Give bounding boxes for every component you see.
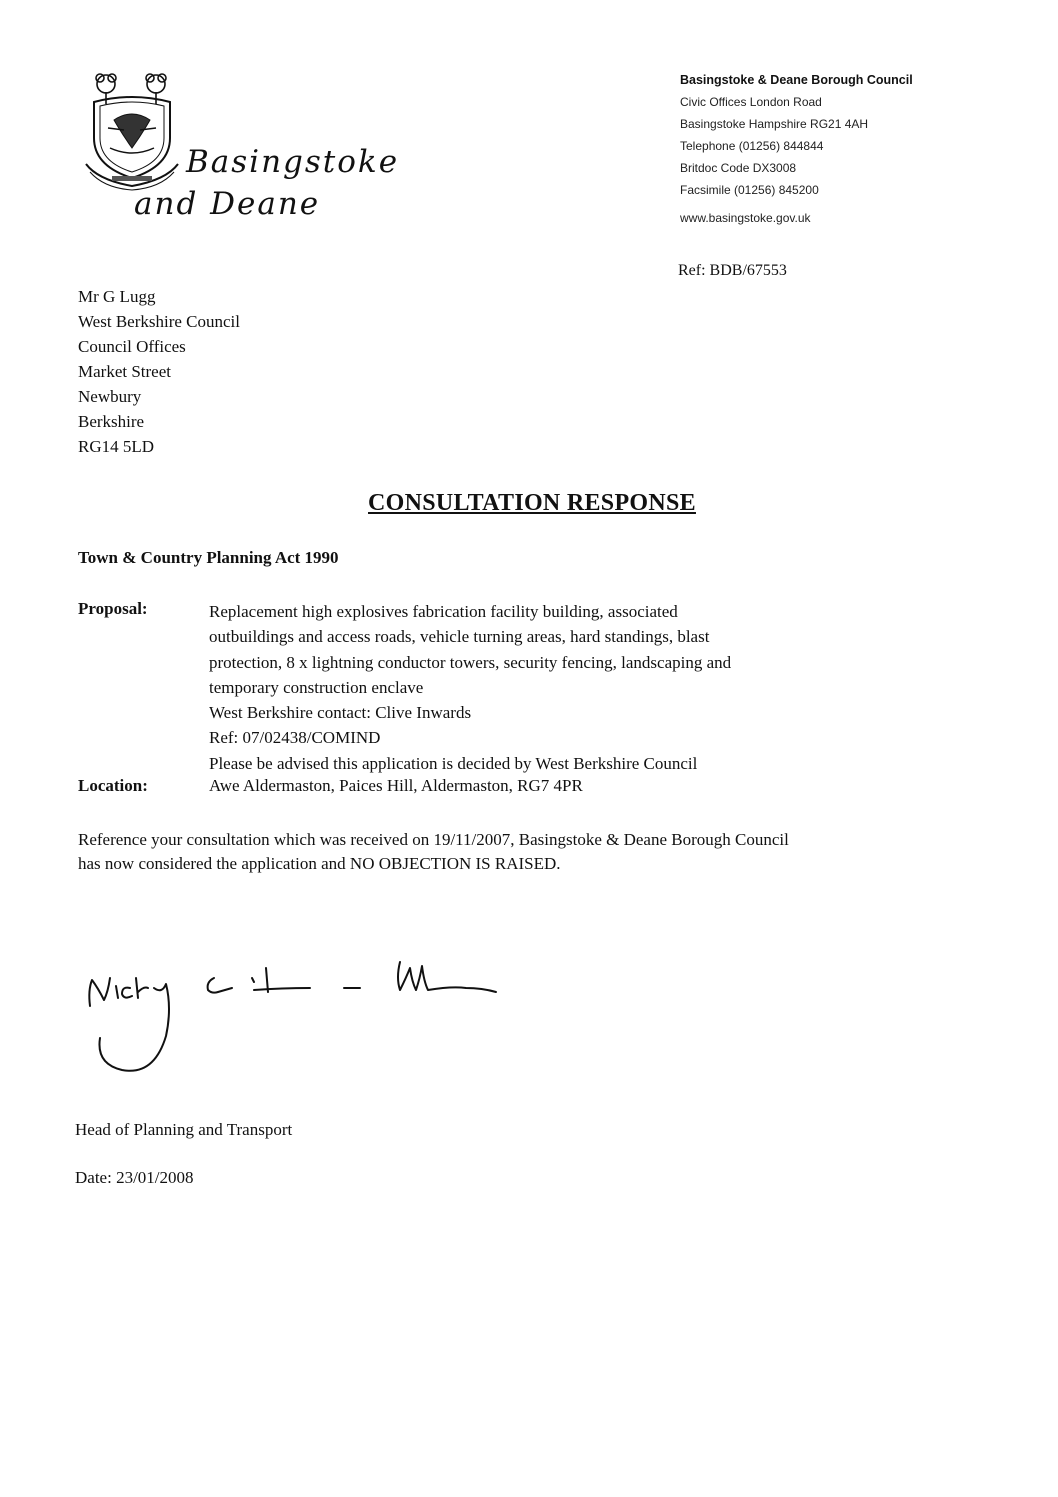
response-body <box>78 828 998 876</box>
recipient-line: Newbury <box>78 387 142 406</box>
document-date: Date: 23/01/2008 <box>75 1168 194 1187</box>
signatory-role: Head of Planning and Transport <box>75 1120 293 1139</box>
handwritten-signature <box>82 948 512 1088</box>
proposal-line: Please be advised this application is decided by West Berkshire Council <box>209 753 698 773</box>
recipient-line: Berkshire <box>78 412 145 431</box>
recipient-line: Mr G Lugg <box>78 287 156 306</box>
proposal-line: Replacement high explosives fabrication facility building, associated <box>209 602 678 621</box>
document-heading: CONSULTATION RESPONSE <box>368 490 696 516</box>
response-body-line: has now considered the application and NO OBJECTION IS RAISED. <box>78 854 561 873</box>
council-address-line1: Civic Offices London Road <box>680 95 822 109</box>
response-body-line: Reference your consultation which was received on 19/11/2007, Basingstoke & Deane Borough Council <box>78 830 789 849</box>
reference-number: Ref: BDB/67553 <box>678 262 787 279</box>
proposal-text <box>209 599 929 776</box>
proposal-label: Proposal: <box>78 599 148 618</box>
recipient-line: Council Offices <box>78 337 186 356</box>
proposal-line: temporary construction enclave <box>209 677 424 697</box>
recipient-line: Market Street <box>78 362 171 381</box>
council-telephone: Telephone (01256) 844844 <box>680 139 824 153</box>
proposal-line: protection, 8 x lightning conductor towers, security fencing, landscaping and <box>209 652 732 672</box>
recipient-line: West Berkshire Council <box>78 312 240 331</box>
council-website: www.basingstoke.gov.uk <box>680 211 811 225</box>
council-name: Basingstoke & Deane Borough Council <box>680 73 913 87</box>
council-britdoc: Britdoc Code DX3008 <box>680 161 797 175</box>
logo-text-and-deane: and Deane <box>134 186 321 222</box>
council-facsimile: Facsimile (01256) 845200 <box>680 183 819 197</box>
proposal-line: West Berkshire contact: Clive Inwards <box>209 703 472 723</box>
proposal-line: Ref: 07/02438/COMIND <box>209 728 381 748</box>
recipient-line: RG14 5LD <box>78 437 155 456</box>
proposal-line: outbuildings and access roads, vehicle turning areas, hard standings, blast <box>209 627 710 647</box>
location-label: Location: <box>78 776 148 795</box>
logo-text-basingstoke: Basingstoke <box>186 144 400 180</box>
act-title: Town & Country Planning Act 1990 <box>78 548 339 567</box>
borough-crest-icon <box>84 68 180 192</box>
location-value: Awe Aldermaston, Paices Hill, Aldermaston, RG7 4PR <box>209 776 583 795</box>
council-address-line2: Basingstoke Hampshire RG21 4AH <box>680 117 869 131</box>
recipient-address <box>78 284 240 459</box>
